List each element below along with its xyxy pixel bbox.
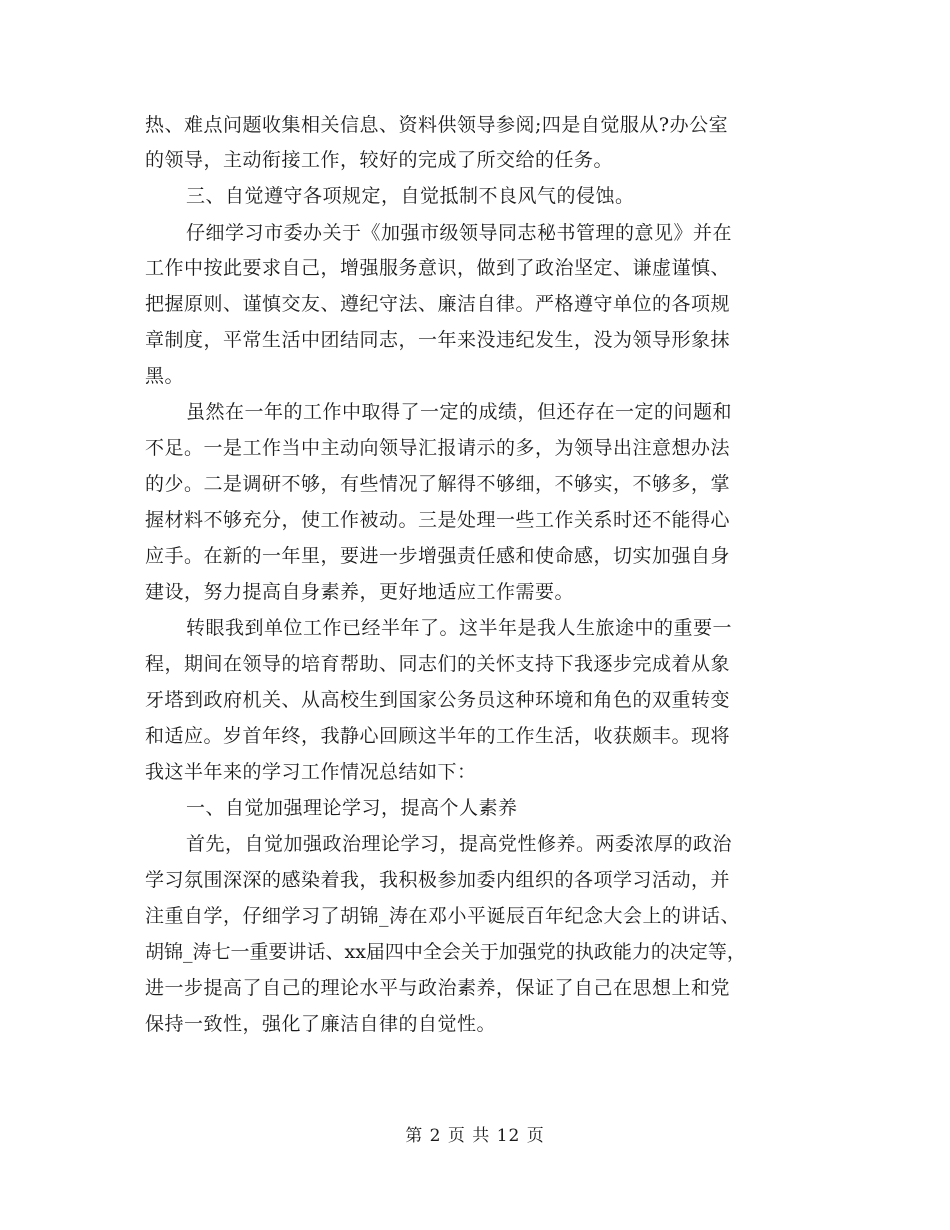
text-line: 牙塔到政府机关、从高校生到国家公务员这种环境和角色的双重转变 bbox=[145, 689, 731, 711]
text-line: 不足。一是工作当中主动向领导汇报请示的多，为领导出注意想办法 bbox=[145, 437, 731, 459]
text-line: 我这半年来的学习工作情况总结如下： bbox=[145, 761, 477, 783]
text-line: 的少。二是调研不够，有些情况了解得不够细，不够实，不够多，掌 bbox=[145, 473, 731, 495]
text-line: 注重自学，仔细学习了胡锦_涛在邓小平诞辰百年纪念大会上的讲话、 bbox=[145, 905, 741, 927]
text-line: 首先，自觉加强政治理论学习，提高党性修养。两委浓厚的政治 bbox=[186, 833, 733, 855]
text-line: 仔细学习市委办关于《加强市级领导同志秘书管理的意见》并在 bbox=[186, 222, 733, 244]
text-line: 胡锦_涛七一重要讲话、xx届四中全会关于加强党的执政能力的决定等， bbox=[145, 941, 746, 963]
text-line: 保持一致性，强化了廉洁自律的自觉性。 bbox=[145, 1013, 497, 1035]
text-line: 把握原则、谨慎交友、遵纪守法、廉洁自律。严格遵守单位的各项规 bbox=[145, 293, 731, 315]
section-heading: 三、自觉遵守各项规定，自觉抵制不良风气的侵蚀。 bbox=[186, 185, 635, 207]
text-line: 进一步提高了自己的理论水平与政治素养，保证了自己在思想上和党 bbox=[145, 977, 731, 999]
section-heading: 一、自觉加强理论学习，提高个人素养 bbox=[186, 797, 518, 819]
text-line: 建设，努力提高自身素养，更好地适应工作需要。 bbox=[145, 581, 575, 603]
text-line: 握材料不够充分，使工作被动。三是处理一些工作关系时还不能得心 bbox=[145, 509, 731, 531]
text-line: 章制度，平常生活中团结同志，一年来没违纪发生，没为领导形象抹 bbox=[145, 329, 731, 351]
text-line: 程，期间在领导的培育帮助、同志们的关怀支持下我逐步完成着从象 bbox=[145, 653, 731, 675]
text-line: 应手。在新的一年里，要进一步增强责任感和使命感，切实加强自身 bbox=[145, 545, 731, 567]
text-line: 和适应。岁首年终，我静心回顾这半年的工作生活，收获颇丰。现将 bbox=[145, 725, 731, 747]
text-line: 转眼我到单位工作已经半年了。这半年是我人生旅途中的重要一 bbox=[186, 617, 733, 639]
text-line: 黑。 bbox=[145, 365, 185, 387]
page-number-footer: 第 2 页 共 12 页 bbox=[405, 1126, 545, 1146]
text-line: 的领导，主动衔接工作，较好的完成了所交给的任务。 bbox=[145, 149, 614, 171]
text-line: 工作中按此要求自己，增强服务意识，做到了政治坚定、谦虚谨慎、 bbox=[145, 257, 731, 279]
text-line: 学习氛围深深的感染着我，我积极参加委内组织的各项学习活动，并 bbox=[145, 869, 731, 891]
text-line: 虽然在一年的工作中取得了一定的成绩，但还存在一定的问题和 bbox=[186, 401, 733, 423]
text-line: 热、难点问题收集相关信息、资料供领导参阅;四是自觉服从?办公室 bbox=[145, 114, 729, 136]
